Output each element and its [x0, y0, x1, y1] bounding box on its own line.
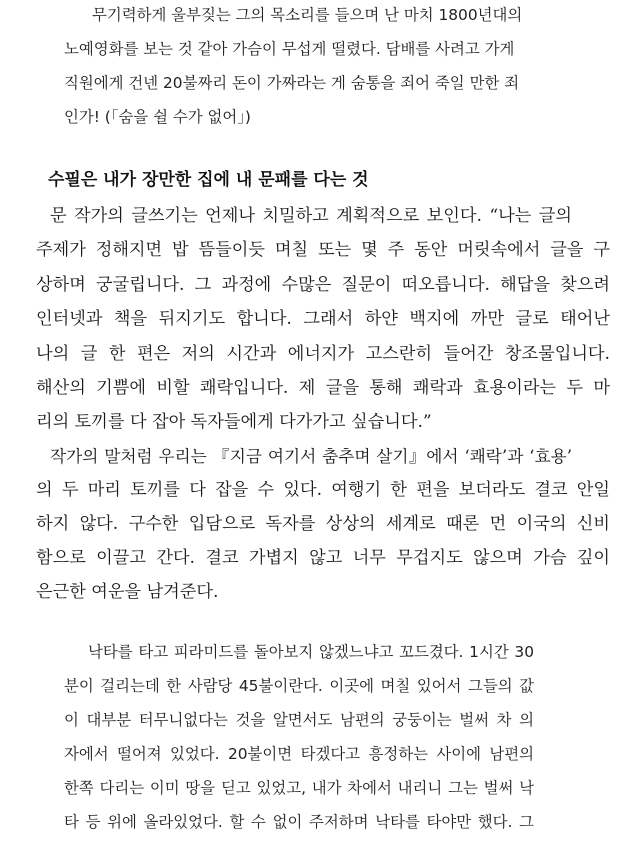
quote-line: 자에서 떨어져 있었다. 20불이면 타겠다고 흥정하는 사이에 남편의	[64, 745, 534, 763]
body-line: 문 작가의 글쓰기는 언제나 치밀하고 계획적으로 보인다. “나는 글의	[50, 206, 572, 226]
body-line: 인터넷과 책을 뒤지기도 합니다. 그래서 하얀 백지에 까만 글로 태어난	[36, 309, 610, 329]
body-line: 주제가 정해지면 밥 뜸들이듯 며칠 또는 몇 주 동안 머릿속에서 글을 구	[36, 240, 610, 260]
body-line: 해산의 기쁨에 비할 쾌락입니다. 제 글을 통해 쾌락과 효용이라는 두 마	[36, 378, 610, 398]
quote-line: 이 대부분 터무니없다는 것을 알면서도 남편의 궁둥이는 벌써 차 의	[64, 711, 534, 729]
body-line: 함으로 이끌고 간다. 결코 가볍지 않고 너무 무겁지도 않으며 가슴 깊이	[36, 548, 610, 568]
quote-line: 분이 걸리는데 한 사람당 45불이란다. 이곳에 며칠 있어서 그들의 값	[64, 677, 534, 695]
quote-line: 타 등 위에 올라있었다. 할 수 없이 주저하며 낙타를 타야만 했다. 그	[64, 813, 534, 831]
quote-line: 무기력하게 울부짖는 그의 목소리를 들으며 난 마치 1800년대의	[92, 6, 523, 24]
body-line: 은근한 여운을 남겨준다.	[36, 582, 219, 602]
quote-line: 낙타를 타고 피라미드를 돌아보지 않겠느냐고 꼬드겼다. 1시간 30	[88, 643, 534, 661]
quote-line: 직원에게 건넨 20불짜리 돈이 가짜라는 게 숨통을 죄어 죽일 만한 죄	[64, 74, 520, 92]
quote-line: 인가! (「숨을 쉴 수가 없어」)	[64, 108, 251, 126]
quote-line: 한쪽 다리는 이미 땅을 딛고 있었고, 내가 차에서 내리니 그는 벌써 낙	[64, 779, 534, 797]
section-heading: 수필은 내가 장만한 집에 내 문패를 다는 것	[48, 170, 369, 190]
body-line: 의 두 마리 토끼를 다 잡을 수 있다. 여행기 한 편을 보더라도 결코 안일	[36, 480, 610, 500]
body-line: 하지 않다. 구수한 입담으로 독자를 상상의 세계로 때론 먼 이국의 신비	[36, 514, 610, 534]
body-line: 리의 토끼를 다 잡아 독자들에게 다가가고 싶습니다.”	[36, 412, 432, 432]
body-line: 상하며 궁굴립니다. 그 과정에 수많은 질문이 떠오릅니다. 해답을 찾으려	[36, 275, 610, 295]
body-line: 나의 글 한 편은 저의 시간과 에너지가 고스란히 들어간 창조물입니다.	[36, 344, 610, 364]
quote-line: 노예영화를 보는 것 같아 가슴이 무섭게 떨렸다. 담배를 사려고 가게	[64, 40, 515, 58]
body-line: 작가의 말처럼 우리는 『지금 여기서 춤추며 살기』에서 ‘쾌락’과 ‘효용’	[50, 446, 572, 466]
